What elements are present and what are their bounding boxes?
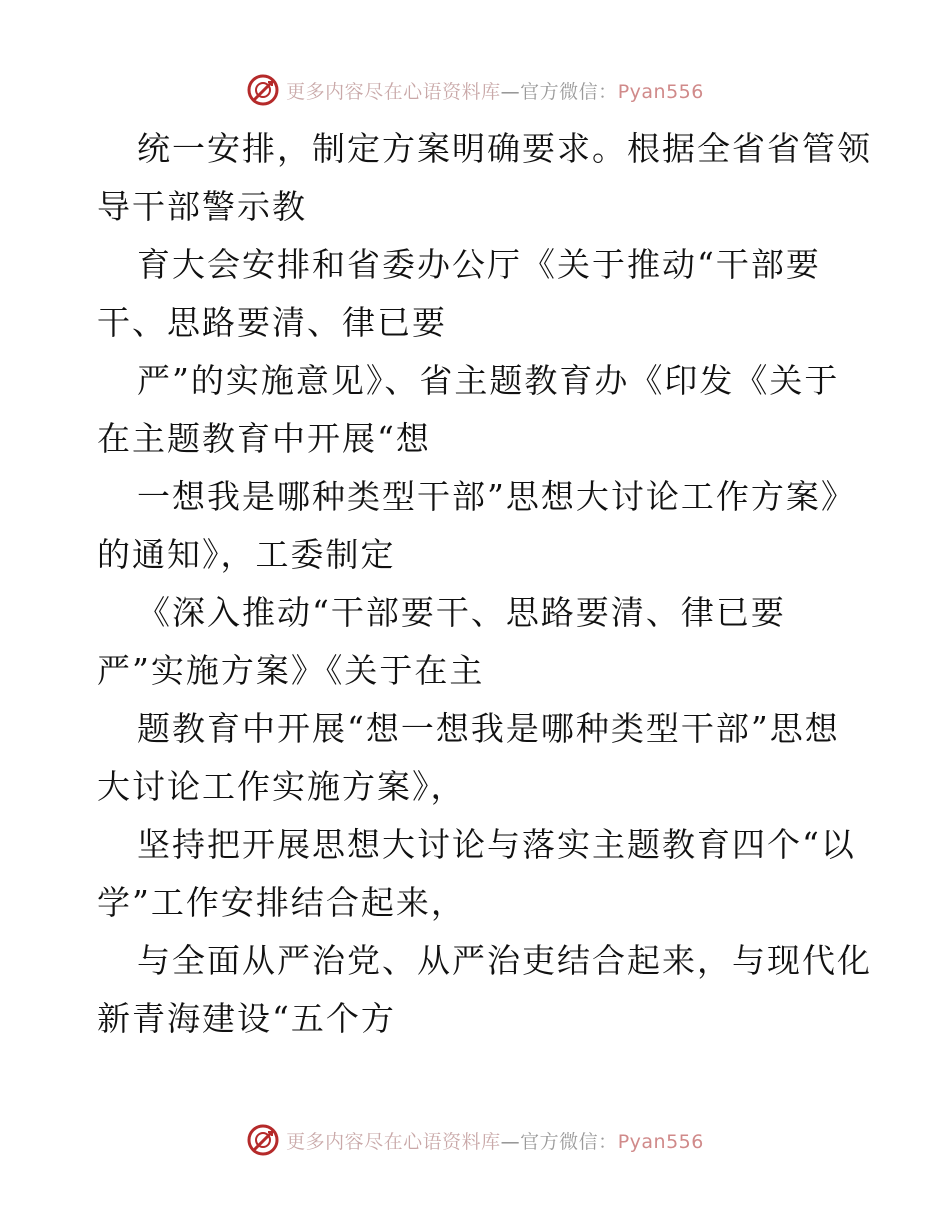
banner-separator: — (500, 1130, 521, 1153)
banner-text (286, 77, 704, 104)
paragraph-line: 学”工作安排结合起来， (97, 883, 466, 922)
banner-wechat-label: 官方微信： (520, 1130, 618, 1153)
paragraph-line: 坚持把开展思想大讨论与落实主题教育四个“以 (137, 825, 856, 864)
paragraph (97, 468, 857, 584)
paragraph (97, 700, 857, 816)
banner-wechat-label: 官方微信： (520, 80, 618, 103)
paragraph (97, 352, 857, 468)
banner-site-text: 更多内容尽在心语资料库 (286, 1130, 501, 1153)
paragraph (97, 236, 857, 352)
paragraph-line: 大讨论工作实施方案》， (97, 767, 466, 806)
paragraph (97, 584, 857, 700)
paragraph-line: 一想我是哪种类型干部”思想大讨论工作方案》 (137, 477, 856, 516)
paragraph-line: 的通知》，工委制定 (97, 535, 396, 574)
paragraph-line: 《深入推动“干部要干、思路要清、律已要 (137, 593, 786, 632)
banner-site-text: 更多内容尽在心语资料库 (286, 80, 501, 103)
paragraph-line: 严”实施方案》《关于在主 (97, 651, 485, 690)
paragraph-line: 题教育中开展“想一想我是哪种类型干部”思想 (137, 709, 840, 748)
footer-banner (0, 1120, 950, 1160)
paragraph-line: 在主题教育中开展“想 (97, 419, 431, 458)
paragraph-line: 严”的实施意见》、省主题教育办《印发《关于 (137, 361, 840, 400)
banner-text (286, 1127, 704, 1154)
logo-icon (246, 1123, 280, 1157)
paragraph-line: 与全面从严治党、从严治吏结合起来，与现代化 (137, 941, 872, 980)
logo-icon (246, 73, 280, 107)
document-body (97, 120, 872, 1048)
paragraph (97, 932, 872, 1048)
paragraph-line: 育大会安排和省委办公厅《关于推动“干部要 (137, 245, 821, 284)
banner-wechat-id: Pyan556 (617, 1130, 704, 1153)
paragraph-line: 统一安排，制定方案明确要求。根据全省省管领 (137, 129, 872, 168)
banner-separator: — (500, 80, 521, 103)
paragraph-line: 新青海建设“五个方 (97, 999, 396, 1038)
banner-wechat-id: Pyan556 (617, 80, 704, 103)
paragraph-line: 干、思路要清、律已要 (97, 303, 447, 342)
paragraph (97, 120, 872, 236)
paragraph (97, 816, 857, 932)
paragraph-line: 导干部警示教 (97, 187, 307, 226)
header-banner (0, 70, 950, 110)
